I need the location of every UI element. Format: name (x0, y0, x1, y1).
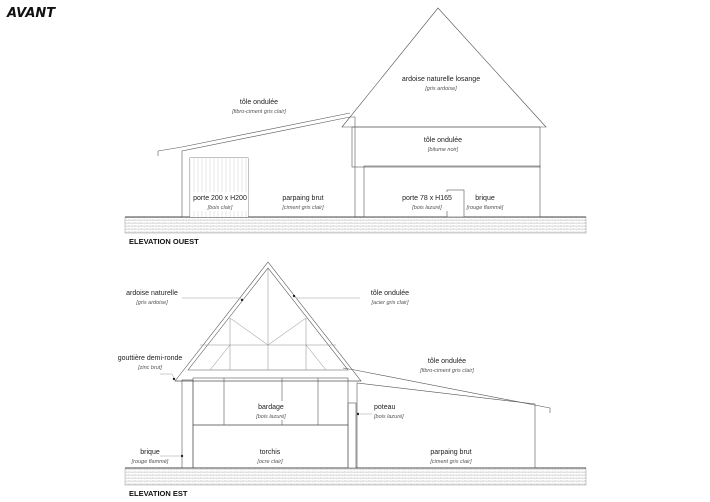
label-west-ardoise-sub: [gris ardoise] (425, 86, 457, 92)
label-west-tole-bitume: tôle ondulée (423, 137, 463, 144)
label-west-porte-78-sub: [bois lazuré] (412, 205, 442, 211)
label-west-tole-bitume-sub: [bitume noir] (427, 147, 459, 153)
label-west-ardoise: ardoise naturelle losange (401, 76, 481, 83)
leader-dot-poteau (357, 413, 359, 415)
east-post (348, 403, 356, 468)
label-east-brique: brique (140, 449, 160, 456)
label-west-porte-78: porte 78 x H165 (402, 195, 452, 202)
label-west-parpaing: parpaing brut (282, 195, 324, 202)
leader-dot-brique (181, 455, 183, 457)
label-west-tole-fibro: tôle ondulée (239, 99, 279, 106)
east-brick-pier (182, 380, 193, 468)
label-east-torchis: torchis (259, 449, 281, 456)
caption-east: ELEVATION EST (129, 489, 188, 498)
label-west-porte-200: porte 200 x H200 (193, 195, 247, 202)
label-east-parpaing-sub: [ciment gris clair] (430, 459, 472, 465)
label-west-porte-200-sub: [bois clair] (207, 205, 233, 211)
label-east-poteau-sub: [bois lazuré] (374, 414, 404, 420)
west-slate-roof (342, 8, 546, 127)
west-elevation (125, 8, 586, 246)
label-east-gouttiere: gouttière demi-ronde (117, 355, 183, 362)
label-east-tole-acier-sub: [acier gris clair] (371, 300, 409, 306)
label-east-brique-sub: [rouge flammé] (131, 459, 169, 465)
header-title: AVANT (7, 6, 56, 21)
label-west-brique: brique (475, 195, 495, 202)
label-east-bardage: bardage (258, 404, 284, 411)
label-east-ardoise: ardoise naturelle (126, 290, 178, 297)
label-east-bardage-sub: [bois lazuré] (256, 414, 286, 420)
leader-dot-ardoise (241, 299, 243, 301)
label-east-poteau: poteau (374, 404, 396, 411)
west-leanto-roof (158, 113, 350, 151)
label-east-tole-fibro: tôle ondulée (427, 358, 467, 365)
east-ground (125, 468, 586, 485)
leader-dot-tole-acier (293, 295, 295, 297)
caption-west: ELEVATION OUEST (129, 237, 199, 246)
label-west-brique-sub: [rouge flammé] (466, 205, 504, 211)
label-east-torchis-sub: [ocre clair] (257, 459, 283, 465)
leader-dot-gouttiere (173, 378, 175, 380)
label-west-parpaing-sub: [ciment gris clair] (282, 205, 324, 211)
west-ground (125, 217, 586, 233)
label-east-tole-fibro-sub: [fibro-ciment gris clair] (420, 368, 474, 374)
label-east-ardoise-sub: [gris ardoise] (136, 300, 168, 306)
east-elevation (118, 262, 586, 498)
label-east-gouttiere-sub: [zinc brut] (138, 365, 162, 371)
label-east-parpaing: parpaing brut (430, 449, 472, 456)
label-west-tole-fibro-sub: [fibro-ciment gris clair] (232, 109, 286, 115)
label-east-tole-acier: tôle ondulée (370, 290, 410, 297)
